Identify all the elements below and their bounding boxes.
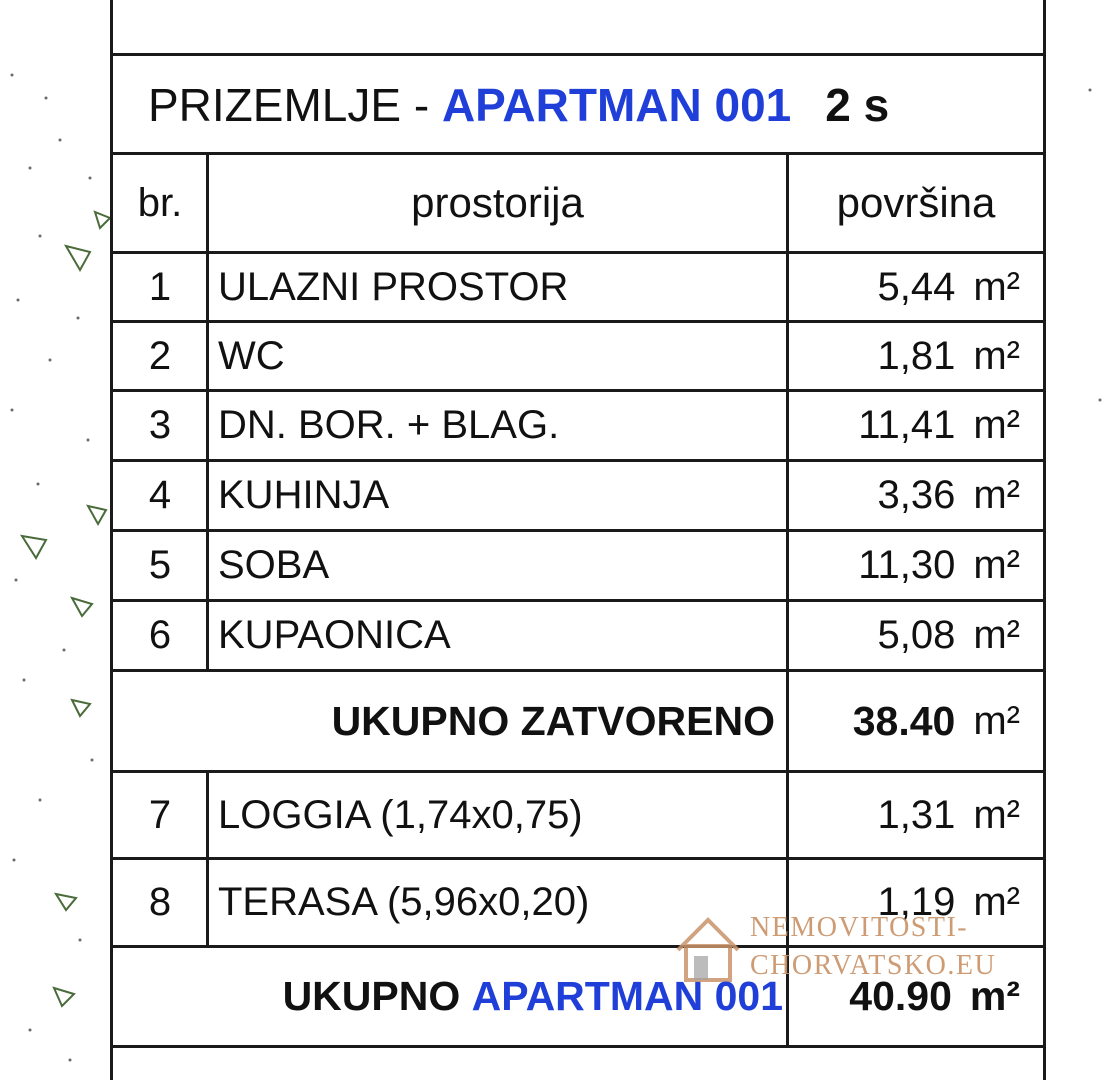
room-area-value: 11,30 xyxy=(858,543,956,587)
room-name: TERASA (5,96x0,20) xyxy=(218,880,590,924)
tree-triangle-icon xyxy=(66,246,90,270)
tree-triangle-icon xyxy=(72,598,92,616)
header-room: prostorija xyxy=(411,179,584,226)
closed-total-area xyxy=(790,672,1020,770)
grand-total-apartment: APARTMAN 001 xyxy=(471,973,783,1019)
closed-total-label: UKUPNO ZATVORENO xyxy=(331,697,775,744)
area-unit: m² xyxy=(973,264,1020,309)
area-unit: m² xyxy=(973,403,1020,447)
area-unit: m² xyxy=(973,698,1020,743)
room-area-value: 11,41 xyxy=(858,403,956,447)
column-rule xyxy=(786,670,789,770)
area-unit: m² xyxy=(973,473,1020,517)
room-number: 4 xyxy=(148,473,172,517)
tree-triangle-icon xyxy=(56,894,76,910)
room-area-value: 1,31 xyxy=(877,792,956,837)
room-area xyxy=(790,532,1020,599)
room-number: 7 xyxy=(148,792,172,837)
room-area-value: 5,44 xyxy=(877,264,956,309)
tree-triangle-icon xyxy=(54,988,74,1006)
grand-total-label xyxy=(113,948,783,1045)
table-title xyxy=(148,56,889,154)
room-area xyxy=(790,254,1020,320)
area-unit: m² xyxy=(973,333,1020,378)
floor-label: PRIZEMLJE - xyxy=(148,79,442,131)
header-number: br. xyxy=(137,180,183,225)
room-area xyxy=(790,323,1020,389)
room-area-value: 1,81 xyxy=(877,333,956,378)
room-name: DN. BOR. + BLAG. xyxy=(218,403,560,447)
watermark-line-2: CHORVATSKO.EU xyxy=(750,950,997,981)
area-unit: m² xyxy=(973,792,1020,837)
apartment-label: APARTMAN 001 xyxy=(441,79,792,131)
room-area-value: 5,08 xyxy=(877,613,956,657)
room-number: 1 xyxy=(148,264,172,309)
area-unit: m² xyxy=(973,613,1020,657)
grand-total-value: 40.90 xyxy=(849,973,952,1019)
room-number: 2 xyxy=(148,333,172,378)
room-count-label: 2 s xyxy=(825,79,890,131)
tree-triangle-icon xyxy=(72,700,90,716)
tree-triangle-icon xyxy=(95,212,110,228)
watermark-line-1: NEMOVITOSTI- xyxy=(750,912,969,943)
grand-total-area xyxy=(790,948,1020,1045)
room-number: 8 xyxy=(148,880,172,924)
room-number: 5 xyxy=(148,543,172,587)
area-unit: m² xyxy=(973,880,1020,924)
grand-total-prefix: UKUPNO xyxy=(282,973,472,1019)
room-area-value: 1,19 xyxy=(877,880,956,924)
room-area xyxy=(790,773,1020,857)
room-name: KUPAONICA xyxy=(218,613,451,657)
table-rule xyxy=(110,1045,1046,1048)
room-name: KUHINJA xyxy=(218,473,390,517)
room-name: LOGGIA (1,74x0,75) xyxy=(218,792,583,837)
room-area-value: 3,36 xyxy=(877,473,956,517)
room-name: SOBA xyxy=(218,543,330,587)
room-number: 3 xyxy=(148,403,172,447)
room-name: ULAZNI PROSTOR xyxy=(218,264,569,309)
area-unit: m² xyxy=(973,543,1020,587)
room-number: 6 xyxy=(148,613,172,657)
closed-total-value: 38.40 xyxy=(852,697,956,744)
room-area xyxy=(790,602,1020,669)
area-unit: m² xyxy=(969,973,1020,1019)
room-area xyxy=(790,462,1020,529)
room-name: WC xyxy=(218,333,285,378)
tree-triangle-icon xyxy=(22,536,46,558)
tree-triangle-icon xyxy=(88,506,106,524)
room-area xyxy=(790,392,1020,459)
header-area: površina xyxy=(836,179,996,226)
